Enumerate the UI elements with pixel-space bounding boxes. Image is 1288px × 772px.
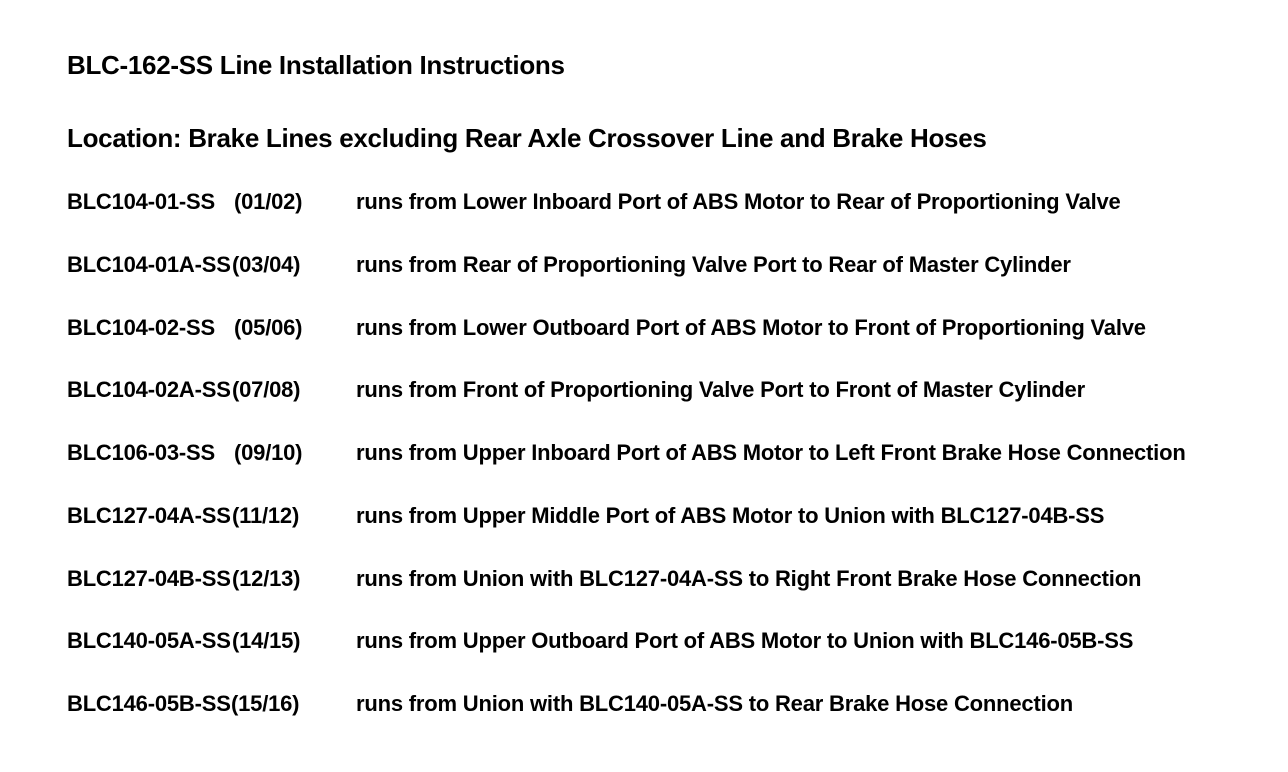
part-number: BLC104-02-SS — [67, 314, 215, 340]
line-description: runs from Union with BLC140-05A-SS to Rear Brake Hose Connection — [356, 691, 1073, 716]
part-number: BLC104-01-SS — [67, 189, 215, 214]
sequence-number: (03/04) — [232, 251, 301, 277]
line-description: runs from Front of Proportioning Valve Port to Front of Master Cylinder — [356, 377, 1085, 403]
sequence-number: (01/02) — [234, 189, 303, 214]
line-description: runs from Rear of Proportioning Valve Port to Rear of Master Cylinder — [356, 251, 1071, 277]
line-description: runs from Union with BLC127-04A-SS to Right Front Brake Hose Connection — [356, 565, 1142, 591]
part-number: BLC127-04B-SS — [67, 565, 231, 591]
sequence-number: (07/08) — [232, 377, 301, 403]
line-description: runs from Upper Outboard Port of ABS Motor to Union with BLC146-05B-SS — [356, 628, 1134, 654]
sequence-number: (09/10) — [234, 440, 303, 465]
sequence-number: (05/06) — [234, 314, 303, 340]
part-number: BLC104-01A-SS — [67, 251, 231, 277]
line-description: runs from Lower Outboard Port of ABS Motor to Front of Proportioning Valve — [356, 314, 1146, 340]
document-title: BLC-162-SS Line Installation Instructions — [67, 50, 565, 80]
location-heading: Location: Brake Lines excluding Rear Axle Crossover Line and Brake Hoses — [67, 123, 987, 153]
part-number: BLC104-02A-SS — [67, 377, 231, 403]
part-number: BLC106-03-SS — [67, 440, 215, 465]
sequence-number: (12/13) — [232, 565, 301, 591]
line-description: runs from Lower Inboard Port of ABS Motor to Rear of Proportioning Valve — [356, 189, 1121, 214]
part-number: BLC146-05B-SS — [67, 691, 231, 716]
line-description: runs from Upper Middle Port of ABS Motor to Union with BLC127-04B-SS — [356, 502, 1105, 528]
sequence-number: (11/12) — [232, 502, 300, 528]
part-number: BLC127-04A-SS — [67, 502, 231, 528]
sequence-number: (14/15) — [232, 628, 301, 654]
part-number: BLC140-05A-SS — [67, 628, 231, 654]
line-description: runs from Upper Inboard Port of ABS Motor to Left Front Brake Hose Connection — [356, 440, 1186, 465]
sequence-number: (15/16) — [231, 691, 300, 716]
